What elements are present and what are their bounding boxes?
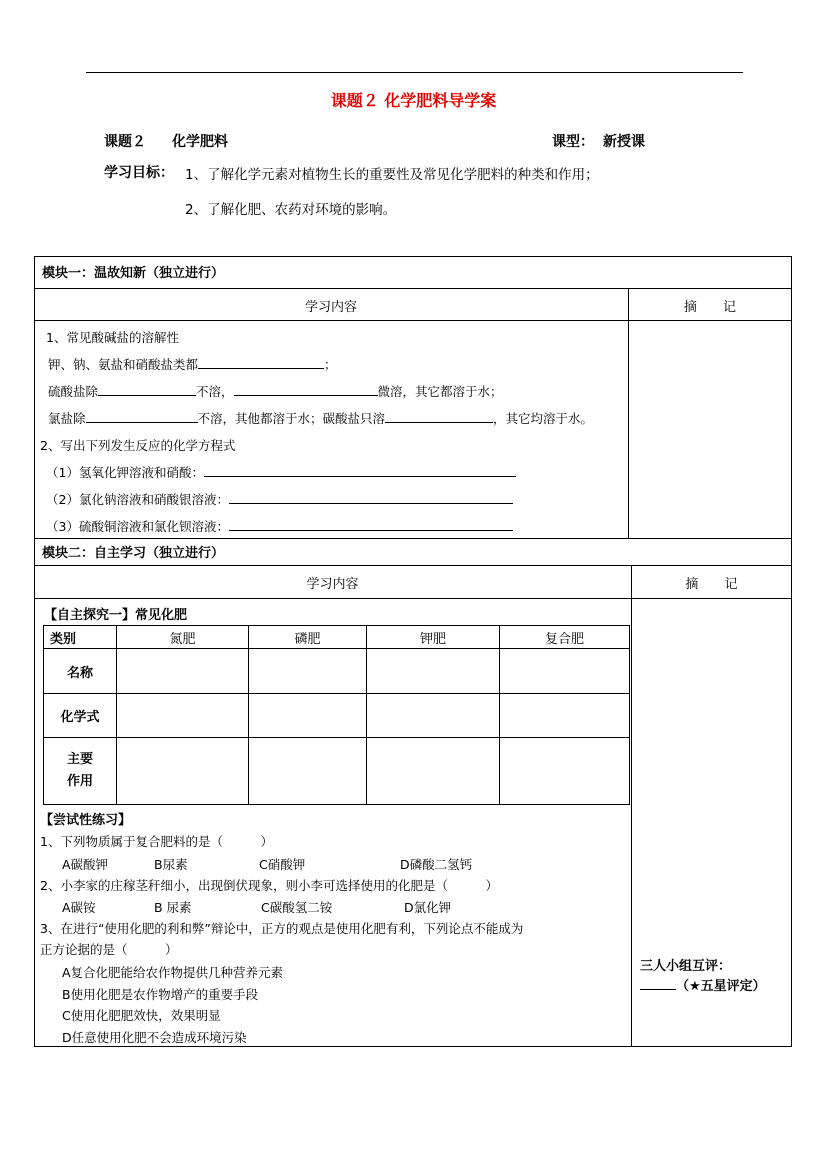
table-row-label-function — [44, 738, 117, 805]
q2-a — [46, 463, 516, 481]
table-header-nitrogen: 氮肥 — [117, 626, 249, 649]
table-cell[interactable] — [367, 738, 500, 805]
practice-title: 【尝试性练习】 — [40, 813, 132, 828]
module2-content-header: 学习内容 — [306, 577, 359, 592]
table-header-compound: 复合肥 — [500, 626, 630, 649]
q1-title: 1、常见酸碱盐的溶解性 — [46, 330, 179, 345]
table-cell[interactable] — [500, 694, 630, 738]
q2-b — [46, 490, 513, 508]
module2-title: 模块二：自主学习（独立进行） — [42, 546, 225, 561]
fertilizer-table — [43, 625, 630, 805]
module1-title: 模块一：温故知新（独立进行） — [42, 266, 225, 281]
practice-q1-opt-b[interactable]: B尿素 — [154, 857, 188, 872]
practice-q3-opt-d[interactable]: D任意使用化肥不会造成环境污染 — [62, 1030, 247, 1045]
table-row — [44, 738, 630, 805]
practice-q2-opt-a[interactable]: A碳铵 — [62, 900, 96, 915]
practice-q2: 2、小李家的庄稼茎秆细小，出现倒伏现象，则小李可选择使用的化肥是（ ） — [40, 878, 498, 893]
practice-q2-opt-c[interactable]: C碳酸氢二铵 — [261, 900, 333, 915]
practice-q1-opt-c[interactable]: C硝酸钾 — [259, 857, 306, 872]
top-rule — [86, 72, 743, 73]
practice-q1-opt-a[interactable]: A碳酸钾 — [62, 857, 109, 872]
module1-title-divider — [34, 288, 792, 289]
table-row — [44, 649, 630, 694]
q2-a-blank[interactable] — [204, 464, 516, 477]
peer-review-line — [640, 975, 766, 994]
module1-content-header: 学习内容 — [304, 300, 357, 315]
table-cell[interactable] — [367, 649, 500, 694]
module1-header-divider — [34, 320, 792, 321]
q1-line3-text-b: 不溶，其他都溶于水；碳酸盐只溶 — [197, 411, 386, 426]
table-cell[interactable] — [249, 694, 367, 738]
q1-line2-text-b: 不溶， — [196, 384, 234, 399]
q1-line3-text-a: 氯盐除 — [48, 411, 86, 426]
q1-line2-text-c: 微溶，其它都溶于水； — [377, 384, 503, 399]
q1-line1 — [48, 355, 337, 373]
module1-column-divider — [628, 288, 629, 539]
objective-2: 2、了解化肥、农药对环境的影响。 — [185, 202, 397, 218]
topic-name: 化学肥料 — [172, 134, 228, 150]
practice-q3-line1: 3、在进行“使用化肥的利和弊”辩论中，正方的观点是使用化肥有利，下列论点不能成为 — [40, 921, 524, 936]
table-row-label-name: 名称 — [44, 649, 117, 694]
table-cell[interactable] — [249, 649, 367, 694]
practice-q1: 1、下列物质属于复合肥料的是（ ） — [40, 834, 273, 849]
q1-line2-text-a: 硫酸盐除 — [48, 384, 99, 399]
module2-title-divider — [34, 565, 792, 566]
topic-label: 课题２ — [104, 134, 146, 150]
q2-a-text: （1）氢氧化钾溶液和硝酸： — [46, 465, 204, 480]
practice-q3-line2: 正方论据的是（ ） — [40, 942, 178, 957]
lesson-type-value: 新授课 — [603, 134, 645, 150]
practice-q3-opt-a[interactable]: A复合化肥能给农作物提供几种营养元素 — [62, 965, 284, 980]
module2-header-divider — [34, 598, 792, 599]
practice-q2-opt-b[interactable]: B 尿素 — [154, 900, 192, 915]
table-header-phosphate: 磷肥 — [249, 626, 367, 649]
table-cell[interactable] — [249, 738, 367, 805]
q2-c-blank[interactable] — [229, 518, 513, 531]
objective-1: 1、了解化学元素对植物生长的重要性及常见化学肥料的种类和作用； — [185, 167, 599, 183]
q2-title: 2、写出下列发生反应的化学方程式 — [40, 438, 236, 453]
module2-notes-header: 摘 记 — [685, 577, 738, 592]
explore-title: 【自主探究一】常见化肥 — [44, 608, 188, 623]
table-header-row — [44, 626, 630, 649]
q1-blank-1[interactable] — [198, 356, 324, 369]
table-row — [44, 694, 630, 738]
q1-blank-3[interactable] — [234, 383, 378, 396]
q1-blank-4[interactable] — [86, 410, 198, 423]
table-cell[interactable] — [117, 694, 249, 738]
table-row-label-function-text: 主要作用 — [66, 752, 93, 789]
q1-line1-text-b: ； — [324, 357, 337, 372]
q2-c-text: （3）硫酸铜溶液和氯化钡溶液： — [46, 519, 229, 534]
lesson-type-label: 课型： — [552, 134, 594, 150]
table-cell[interactable] — [117, 649, 249, 694]
table-cell[interactable] — [500, 649, 630, 694]
q1-line1-text-a: 钾、钠、氨盐和硝酸盐类都 — [48, 357, 199, 372]
table-row-label-formula: 化学式 — [44, 694, 117, 738]
practice-q1-opt-d[interactable]: D磷酸二氢钙 — [400, 857, 473, 872]
peer-review-note: （★五星评定） — [676, 979, 766, 994]
table-header-potash: 钾肥 — [367, 626, 500, 649]
practice-q3-opt-c[interactable]: C使用化肥肥效快，效果明显 — [62, 1008, 221, 1023]
q2-c — [46, 517, 513, 535]
page-title: 课题２ 化学肥料导学案 — [330, 91, 497, 110]
peer-review-blank[interactable] — [640, 977, 676, 990]
table-cell[interactable] — [117, 738, 249, 805]
q1-blank-2[interactable] — [98, 383, 196, 396]
table-header-category: 类别 — [44, 626, 117, 649]
q2-b-blank[interactable] — [229, 491, 513, 504]
practice-q2-opt-d[interactable]: D氯化钾 — [404, 900, 452, 915]
peer-review-label: 三人小组互评： — [640, 959, 732, 974]
q1-line3 — [48, 409, 593, 427]
module2-column-divider — [631, 565, 632, 1047]
practice-q3-opt-b[interactable]: B使用化肥是农作物增产的重要手段 — [62, 987, 259, 1002]
table-cell[interactable] — [367, 694, 500, 738]
module1-notes-header: 摘 记 — [683, 300, 737, 315]
table-cell[interactable] — [500, 738, 630, 805]
q1-line2 — [48, 382, 503, 400]
q1-blank-5[interactable] — [385, 410, 493, 423]
q2-b-text: （2）氯化钠溶液和硝酸银溶液： — [46, 492, 229, 507]
objectives-label: 学习目标： — [104, 165, 174, 181]
q1-line3-text-c: ，其它均溶于水。 — [493, 411, 594, 426]
